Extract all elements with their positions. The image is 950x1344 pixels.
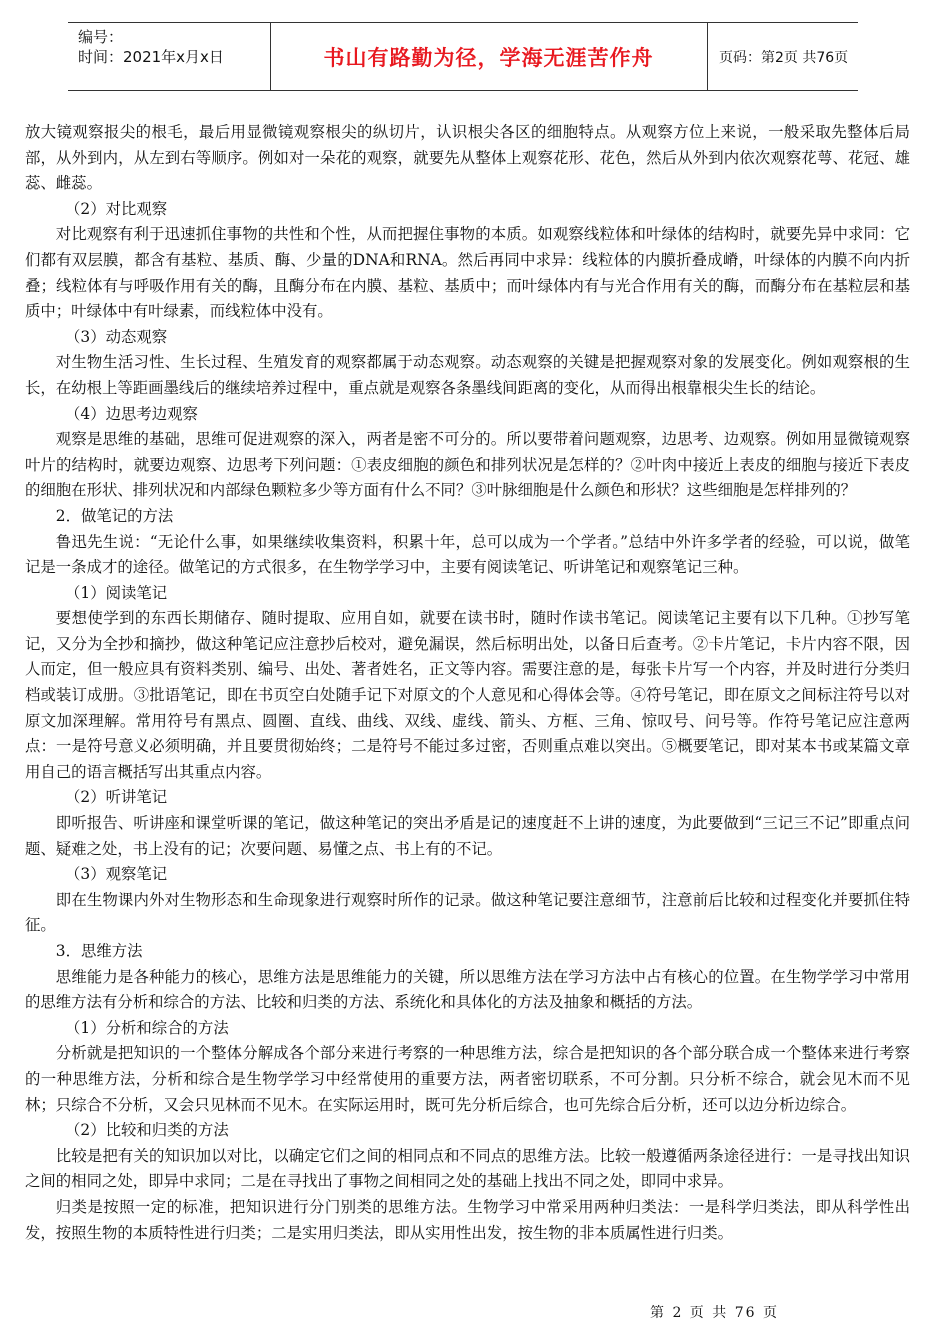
document-number-label: 编号： — [78, 28, 124, 46]
body-paragraph: 要想使学到的东西长期储存、随时提取、应用自如，就要在读书时，随时作读书笔记。阅读笔记主要有以下几种。①抄写笔记，又分为全抄和摘抄，做这种笔记应注意抄后校对，避免漏误，然后标明出处，以备日后查考。②卡片笔记，卡片内容不限，因人而定，但一般应具有资料类别、编号、出处、著者姓名，正文等内容。需要注意的是，每张卡片写一个内容，并及时进行分类归档或装订成册。③批语笔记，即在书页空白处随手记下对原文的个人意见和心得体会等。④符号笔记，即在原文之间标注符号以对原文加深理解。常用符号有黑点、圆圈、直线、曲线、双线、虚线、箭头、方框、三角、惊叹号、问号等。作符号笔记应注意两点：一是符号意义必须明确，并且要贯彻始终；二是符号不能过多过密，否则重点难以突出。⑤概要笔记，即对某本书或某篇文章用自己的语言概括写出其重点内容。 — [25, 609, 910, 781]
subsection-heading: （3）动态观察 — [65, 327, 168, 346]
header-page-cell — [707, 23, 858, 90]
body-paragraph: 归类是按照一定的标准，把知识进行分门别类的思维方法。生物学习中常采用两种归类法：一是科学归类法，即从科学性出发，按照生物的本质特性进行归类；二是实用归类法，即从实用性出发，按生物的非本质属性进行归类。 — [25, 1197, 910, 1242]
body-paragraph: 分析就是把知识的一个整体分解成各个部分来进行考察的一种思维方法，综合是把知识的各个部分联合成一个整体来进行考察的一种思维方法，分析和综合是生物学学习中经常使用的重要方法，两者密切联系，不可分割。只分析不综合，就会见木而不见林；只综合不分析，又会只见林而不见木。在实际运用时，既可先分析后综合，也可先综合后分析，还可以边分析边综合。 — [25, 1044, 910, 1114]
body-paragraph: 比较是把有关的知识加以对比，以确定它们之间的相同点和不同点的思维方法。比较一般遵循两条途径进行：一是寻找出知识之间的相同之处，即异中求同；二是在寻找出了事物之间相同之处的基础上找出不同之处，即同中求异。 — [25, 1146, 910, 1191]
subsection-heading: （2）听讲笔记 — [65, 788, 168, 807]
subsection-heading: （4）边思考边观察 — [65, 404, 198, 423]
subsection-heading: （1）分析和综合的方法 — [65, 1018, 229, 1037]
subsection-heading: （2）对比观察 — [65, 199, 168, 218]
body-paragraph: 即听报告、听讲座和课堂听课的笔记，做这种笔记的突出矛盾是记的速度赶不上讲的速度，为此要做到“三记三不记”即重点问题、疑难之处，书上没有的记；次要问题、易懂之点、书上有的不记。 — [25, 814, 910, 858]
body-paragraph: 对生物生活习性、生长过程、生殖发育的观察都属于动态观察。动态观察的关键是把握观察对象的发展变化。例如观察根的生长，在幼根上等距画墨线后的继续培养过程中，重点就是观察各条墨线间距离的变化，从而得出根靠根尖生长的结论。 — [25, 353, 910, 397]
body-paragraph: 观察是思维的基础，思维可促进观察的深入，两者是密不可分的。所以要带着问题观察，边思考、边观察。例如用显微镜观察叶片的结构时，就要边观察、边思考下列问题：①表皮细胞的颜色和排列状况是怎样的？②叶肉中接近上表皮的细胞与接近下表皮的细胞在形状、排列状况和内部绿色颗粒多少等方面有什么不同？③叶脉细胞是什么颜色和形状？这些细胞是怎样排列的？ — [25, 430, 910, 500]
page-header — [68, 22, 858, 91]
page-footer: 第 2 页 共 76 页 — [650, 1305, 779, 1321]
body-paragraph: 对比观察有利于迅速抓住事物的共性和个性，从而把握住事物的本质。如观察线粒体和叶绿体的结构时，就要先异中求同：它们都有双层膜，都含有基粒、基质、酶、少量的DNA和RNA。然后再同中求异：线粒体的内膜折叠成嵴，叶绿体的内膜不向内折叠；线粒体有与呼吸作用有关的酶，且酶分布在内膜、基粒、基质中；而叶绿体内有与光合作用有关的酶，而酶分布在基粒层和基质中；叶绿体中有叶绿素，而线粒体中没有。 — [25, 225, 910, 321]
section-heading: 2．做笔记的方法 — [55, 506, 174, 525]
body-paragraph: 放大镜观察报尖的根毛，最后用显微镜观察根尖的纵切片，认识根尖各区的细胞特点。从观察方位上来说，一般采取先整体后局部，从外到内，从左到右等顺序。例如对一朵花的观察，就要先从整体上观察花形、花色，然后从外到内依次观察花萼、花冠、雄蕊、雌蕊。 — [25, 123, 910, 193]
document-body — [25, 120, 910, 1246]
subsection-heading: （3）观察笔记 — [65, 865, 168, 884]
body-paragraph: 思维能力是各种能力的核心，思维方法是思维能力的关键，所以思维方法在学习方法中占有核心的位置。在生物学学习中常用的思维方法有分析和综合的方法、比较和归类的方法、系统化和具体化的方法及抽象和概括的方法。 — [25, 967, 910, 1012]
header-motto-cell — [270, 23, 708, 90]
header-page-code: 页码：第2页 共76页 — [719, 49, 849, 66]
body-paragraph: 鲁迅先生说：“无论什么事，如果继续收集资料，积累十年，总可以成为一个学者。”总结中外许多学者的经验，可以说，做笔记是一条成才的途径。做笔记的方式很多，在生物学学习中，主要有阅读笔记、听讲笔记和观察笔记三种。 — [25, 532, 910, 577]
document-time-label: 时间：2021年x月x日 — [78, 48, 224, 66]
header-motto: 书山有路勤为径，学海无涯苦作舟 — [323, 45, 654, 70]
subsection-heading: （2）比较和归类的方法 — [65, 1121, 229, 1140]
body-paragraph: 即在生物课内外对生物形态和生命现象进行观察时所作的记录。做这种笔记要注意细节，注意前后比较和过程变化并要抓住特征。 — [25, 890, 910, 935]
subsection-heading: （1）阅读笔记 — [65, 583, 168, 602]
section-heading: 3．思维方法 — [55, 942, 143, 960]
header-meta — [68, 23, 271, 90]
